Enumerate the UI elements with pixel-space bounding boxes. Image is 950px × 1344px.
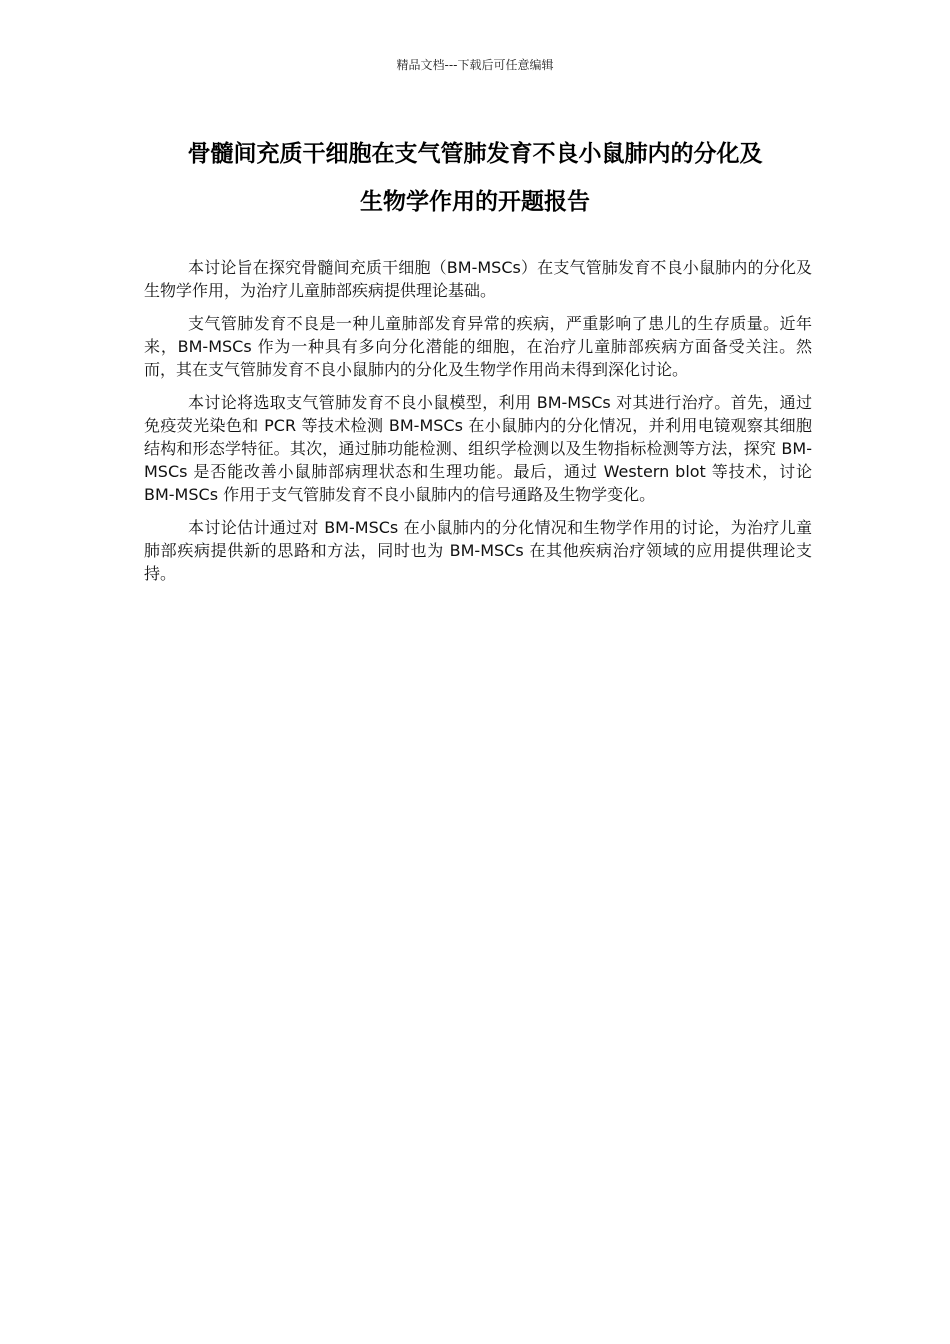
paragraph-3: 本讨论将选取支气管肺发育不良小鼠模型，利用 BM-MSCs 对其进行治疗。首先，通过免疫荧光染色和 PCR 等技术检测 BM-MSCs 在小鼠肺内的分化情况，并利用电镜观察其细胞结构和形态学特征。其次，通过肺功能检测、组织学检测以及生物指标检测等方法，探究 BM-MSCs 是否能改善小鼠肺部病理状态和生理功能。最后，通过 Western blot 等技术，讨论 BM-MSCs 作用于支气管肺发育不良小鼠肺内的信号通路及生物学变化。 <box>144 393 812 504</box>
title-line-2: 生物学作用的开题报告 <box>360 189 590 215</box>
paragraph-4: 本讨论估计通过对 BM-MSCs 在小鼠肺内的分化情况和生物学作用的讨论，为治疗儿童肺部疾病提供新的思路和方法，同时也为 BM-MSCs 在其他疾病治疗领域的应用提供理论支持。 <box>144 518 812 583</box>
document-body <box>144 256 812 595</box>
document-title <box>120 130 830 226</box>
paragraph-1: 本讨论旨在探究骨髓间充质干细胞（BM-MSCs）在支气管肺发育不良小鼠肺内的分化及生物学作用，为治疗儿童肺部疾病提供理论基础。 <box>144 258 812 300</box>
title-line-1: 骨髓间充质干细胞在支气管肺发育不良小鼠肺内的分化及 <box>187 141 763 167</box>
paragraph-2: 支气管肺发育不良是一种儿童肺部发育异常的疾病，严重影响了患儿的生存质量。近年来，BM-MSCs 作为一种具有多向分化潜能的细胞，在治疗儿童肺部疾病方面备受关注。然而，其在支气管肺发育不良小鼠肺内的分化及生物学作用尚未得到深化讨论。 <box>144 314 812 379</box>
header-note: 精品文档---下载后可任意编辑 <box>396 58 554 72</box>
